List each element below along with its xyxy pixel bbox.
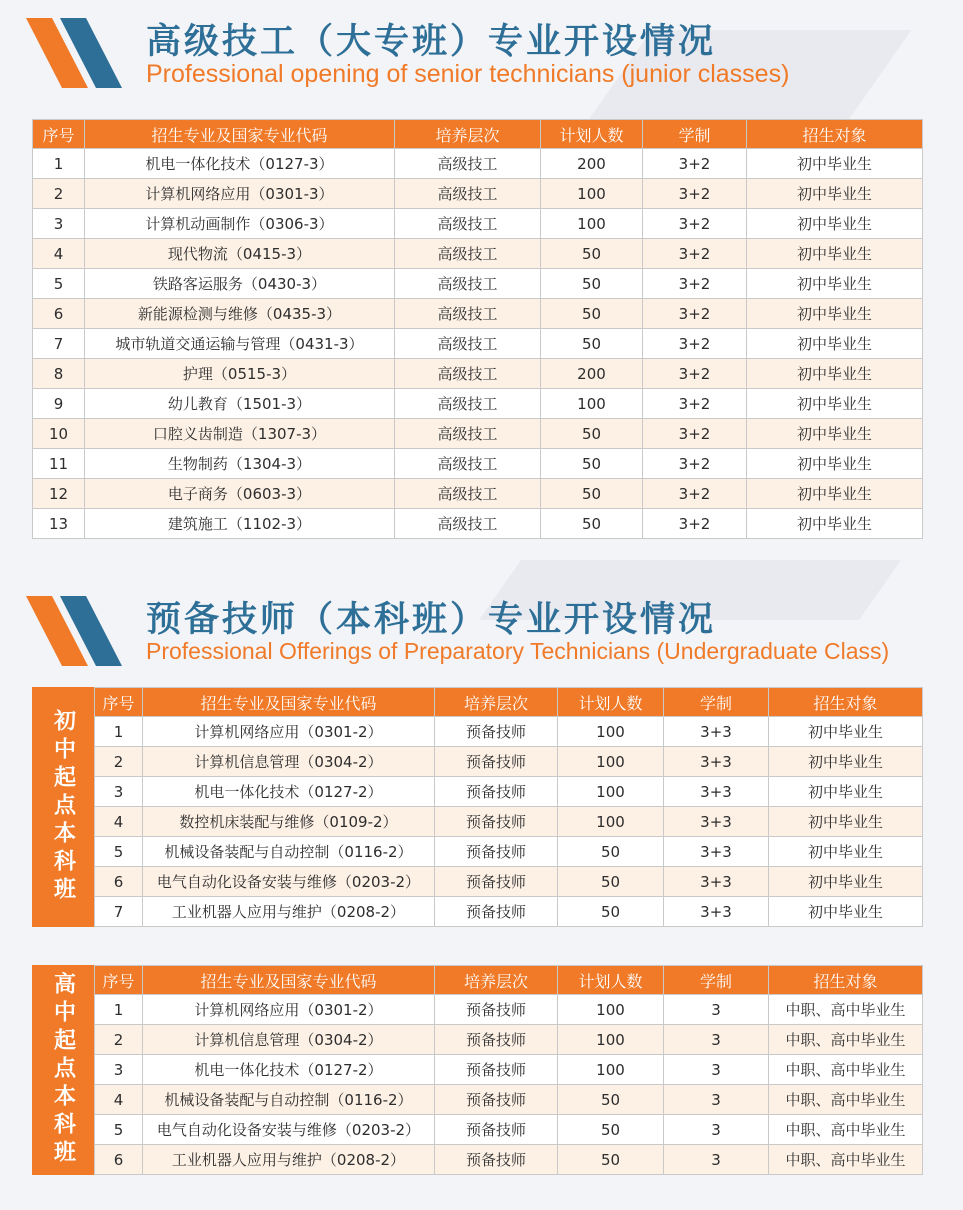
target-cell: 初中毕业生 bbox=[769, 867, 923, 897]
level-cell: 高级技工 bbox=[395, 209, 541, 239]
table-row bbox=[95, 747, 923, 777]
quota-cell: 50 bbox=[558, 867, 664, 897]
target-cell: 初中毕业生 bbox=[747, 239, 923, 269]
duration-cell: 3+2 bbox=[643, 449, 747, 479]
table-row bbox=[95, 1145, 923, 1175]
level-cell: 高级技工 bbox=[395, 239, 541, 269]
quota-cell: 100 bbox=[541, 209, 643, 239]
level-cell: 预备技师 bbox=[435, 1055, 558, 1085]
table-header-row bbox=[33, 120, 923, 149]
duration-cell: 3 bbox=[664, 1085, 769, 1115]
target-cell: 初中毕业生 bbox=[747, 389, 923, 419]
seq-cell: 3 bbox=[95, 777, 143, 807]
quota-cell: 50 bbox=[558, 1145, 664, 1175]
level-cell: 高级技工 bbox=[395, 509, 541, 539]
duration-cell: 3 bbox=[664, 1115, 769, 1145]
quota-cell: 100 bbox=[558, 747, 664, 777]
major-cell: 口腔义齿制造（1307-3） bbox=[85, 419, 395, 449]
section-title-cn: 高级技工（大专班）专业开设情况 bbox=[146, 22, 717, 62]
table-header-row bbox=[95, 688, 923, 717]
section-title-cn: 预备技师（本科班）专业开设情况 bbox=[146, 600, 717, 640]
target-cell: 初中毕业生 bbox=[747, 149, 923, 179]
major-cell: 工业机器人应用与维护（0208-2） bbox=[143, 1145, 435, 1175]
seq-cell: 4 bbox=[33, 239, 85, 269]
table-row bbox=[95, 807, 923, 837]
seq-cell: 3 bbox=[95, 1055, 143, 1085]
table-row bbox=[95, 867, 923, 897]
level-cell: 预备技师 bbox=[435, 995, 558, 1025]
seq-cell: 2 bbox=[33, 179, 85, 209]
target-cell: 中职、高中毕业生 bbox=[769, 995, 923, 1025]
table-row bbox=[33, 359, 923, 389]
level-cell: 预备技师 bbox=[435, 837, 558, 867]
seq-cell: 9 bbox=[33, 389, 85, 419]
target-cell: 初中毕业生 bbox=[747, 329, 923, 359]
major-cell: 计算机网络应用（0301-2） bbox=[143, 717, 435, 747]
group-side-label: 高中起点本科班 bbox=[32, 965, 94, 1175]
target-cell: 初中毕业生 bbox=[769, 717, 923, 747]
seq-cell: 2 bbox=[95, 747, 143, 777]
table-row bbox=[95, 1085, 923, 1115]
senior-technicians-table bbox=[32, 119, 923, 539]
major-cell: 护理（0515-3） bbox=[85, 359, 395, 389]
major-cell: 工业机器人应用与维护（0208-2） bbox=[143, 897, 435, 927]
table-row bbox=[95, 1025, 923, 1055]
seq-cell: 1 bbox=[95, 995, 143, 1025]
major-cell: 现代物流（0415-3） bbox=[85, 239, 395, 269]
target-cell: 中职、高中毕业生 bbox=[769, 1055, 923, 1085]
seq-cell: 6 bbox=[33, 299, 85, 329]
seq-cell: 7 bbox=[33, 329, 85, 359]
target-cell: 初中毕业生 bbox=[769, 837, 923, 867]
seq-cell: 3 bbox=[33, 209, 85, 239]
table-row bbox=[33, 479, 923, 509]
column-header: 招生对象 bbox=[747, 120, 923, 149]
seq-cell: 1 bbox=[95, 717, 143, 747]
quota-cell: 50 bbox=[558, 1115, 664, 1145]
duration-cell: 3+2 bbox=[643, 509, 747, 539]
senior-start-undergraduate-table bbox=[94, 965, 923, 1175]
major-cell: 机械设备装配与自动控制（0116-2） bbox=[143, 837, 435, 867]
major-cell: 电气自动化设备安装与维修（0203-2） bbox=[143, 1115, 435, 1145]
column-header: 学制 bbox=[643, 120, 747, 149]
major-cell: 机电一体化技术（0127-2） bbox=[143, 1055, 435, 1085]
major-cell: 计算机网络应用（0301-3） bbox=[85, 179, 395, 209]
table-row bbox=[33, 269, 923, 299]
duration-cell: 3+2 bbox=[643, 179, 747, 209]
level-cell: 高级技工 bbox=[395, 179, 541, 209]
target-cell: 初中毕业生 bbox=[769, 807, 923, 837]
section-title-en: Professional Offerings of Preparatory Technicians (Undergraduate Class) bbox=[146, 638, 890, 664]
level-cell: 预备技师 bbox=[435, 1115, 558, 1145]
major-cell: 新能源检测与维修（0435-3） bbox=[85, 299, 395, 329]
table-row bbox=[33, 449, 923, 479]
target-cell: 中职、高中毕业生 bbox=[769, 1085, 923, 1115]
level-cell: 高级技工 bbox=[395, 389, 541, 419]
target-cell: 初中毕业生 bbox=[747, 299, 923, 329]
quota-cell: 50 bbox=[541, 329, 643, 359]
quota-cell: 100 bbox=[558, 1025, 664, 1055]
target-cell: 中职、高中毕业生 bbox=[769, 1025, 923, 1055]
duration-cell: 3+2 bbox=[643, 479, 747, 509]
quota-cell: 50 bbox=[541, 479, 643, 509]
major-cell: 计算机网络应用（0301-2） bbox=[143, 995, 435, 1025]
column-header: 培养层次 bbox=[395, 120, 541, 149]
duration-cell: 3+3 bbox=[664, 897, 769, 927]
level-cell: 高级技工 bbox=[395, 299, 541, 329]
major-cell: 电气自动化设备安装与维修（0203-2） bbox=[143, 867, 435, 897]
quota-cell: 50 bbox=[541, 419, 643, 449]
major-cell: 机电一体化技术（0127-3） bbox=[85, 149, 395, 179]
section-header bbox=[0, 578, 963, 678]
duration-cell: 3+3 bbox=[664, 867, 769, 897]
table-row bbox=[33, 389, 923, 419]
major-cell: 建筑施工（1102-3） bbox=[85, 509, 395, 539]
column-header: 计划人数 bbox=[558, 688, 664, 717]
table-row bbox=[33, 419, 923, 449]
duration-cell: 3+2 bbox=[643, 359, 747, 389]
table-row bbox=[33, 239, 923, 269]
seq-cell: 1 bbox=[33, 149, 85, 179]
quota-cell: 100 bbox=[558, 777, 664, 807]
section-title-en: Professional opening of senior technicians (junior classes) bbox=[146, 60, 790, 88]
table-row bbox=[95, 777, 923, 807]
column-header: 招生对象 bbox=[769, 688, 923, 717]
table-row bbox=[95, 1055, 923, 1085]
target-cell: 初中毕业生 bbox=[769, 897, 923, 927]
seq-cell: 7 bbox=[95, 897, 143, 927]
column-header: 序号 bbox=[95, 688, 143, 717]
column-header: 招生专业及国家专业代码 bbox=[85, 120, 395, 149]
major-cell: 生物制药（1304-3） bbox=[85, 449, 395, 479]
major-cell: 电子商务（0603-3） bbox=[85, 479, 395, 509]
table-row bbox=[33, 149, 923, 179]
seq-cell: 6 bbox=[95, 1145, 143, 1175]
level-cell: 高级技工 bbox=[395, 419, 541, 449]
quota-cell: 50 bbox=[541, 239, 643, 269]
table-row bbox=[95, 837, 923, 867]
table-row bbox=[33, 329, 923, 359]
seq-cell: 12 bbox=[33, 479, 85, 509]
quota-cell: 200 bbox=[541, 149, 643, 179]
table-row bbox=[95, 897, 923, 927]
quota-cell: 100 bbox=[558, 717, 664, 747]
quota-cell: 100 bbox=[558, 807, 664, 837]
major-cell: 城市轨道交通运输与管理（0431-3） bbox=[85, 329, 395, 359]
column-header: 招生专业及国家专业代码 bbox=[143, 966, 435, 995]
section-header bbox=[0, 0, 963, 100]
target-cell: 初中毕业生 bbox=[747, 419, 923, 449]
column-header: 培养层次 bbox=[435, 688, 558, 717]
duration-cell: 3+2 bbox=[643, 299, 747, 329]
stripes-logo-icon bbox=[26, 596, 136, 666]
duration-cell: 3+2 bbox=[643, 239, 747, 269]
group-side-label: 初中起点本科班 bbox=[32, 687, 94, 927]
level-cell: 预备技师 bbox=[435, 867, 558, 897]
table-row bbox=[33, 179, 923, 209]
column-header: 学制 bbox=[664, 688, 769, 717]
duration-cell: 3+3 bbox=[664, 807, 769, 837]
seq-cell: 6 bbox=[95, 867, 143, 897]
target-cell: 初中毕业生 bbox=[747, 269, 923, 299]
duration-cell: 3+2 bbox=[643, 389, 747, 419]
quota-cell: 100 bbox=[558, 1055, 664, 1085]
duration-cell: 3+2 bbox=[643, 419, 747, 449]
section-senior-technicians bbox=[0, 0, 963, 100]
column-header: 培养层次 bbox=[435, 966, 558, 995]
table-row bbox=[95, 717, 923, 747]
duration-cell: 3 bbox=[664, 1145, 769, 1175]
major-cell: 机电一体化技术（0127-2） bbox=[143, 777, 435, 807]
duration-cell: 3+3 bbox=[664, 717, 769, 747]
level-cell: 预备技师 bbox=[435, 717, 558, 747]
target-cell: 中职、高中毕业生 bbox=[769, 1145, 923, 1175]
table-row bbox=[95, 995, 923, 1025]
quota-cell: 50 bbox=[558, 1085, 664, 1115]
stripes-logo-icon bbox=[26, 18, 136, 88]
quota-cell: 100 bbox=[541, 179, 643, 209]
level-cell: 预备技师 bbox=[435, 1145, 558, 1175]
level-cell: 高级技工 bbox=[395, 329, 541, 359]
column-header: 招生对象 bbox=[769, 966, 923, 995]
column-header: 计划人数 bbox=[558, 966, 664, 995]
seq-cell: 4 bbox=[95, 807, 143, 837]
duration-cell: 3+3 bbox=[664, 747, 769, 777]
quota-cell: 50 bbox=[541, 449, 643, 479]
seq-cell: 11 bbox=[33, 449, 85, 479]
target-cell: 初中毕业生 bbox=[747, 359, 923, 389]
seq-cell: 10 bbox=[33, 419, 85, 449]
quota-cell: 100 bbox=[558, 995, 664, 1025]
target-cell: 初中毕业生 bbox=[747, 209, 923, 239]
section-preparatory-technicians bbox=[0, 578, 963, 678]
target-cell: 初中毕业生 bbox=[747, 449, 923, 479]
table-row bbox=[33, 509, 923, 539]
seq-cell: 5 bbox=[95, 837, 143, 867]
column-header: 计划人数 bbox=[541, 120, 643, 149]
level-cell: 高级技工 bbox=[395, 149, 541, 179]
duration-cell: 3 bbox=[664, 995, 769, 1025]
quota-cell: 50 bbox=[541, 509, 643, 539]
table-header-row bbox=[95, 966, 923, 995]
duration-cell: 3+3 bbox=[664, 837, 769, 867]
duration-cell: 3+2 bbox=[643, 149, 747, 179]
major-cell: 机械设备装配与自动控制（0116-2） bbox=[143, 1085, 435, 1115]
duration-cell: 3+3 bbox=[664, 777, 769, 807]
quota-cell: 50 bbox=[541, 269, 643, 299]
seq-cell: 5 bbox=[95, 1115, 143, 1145]
level-cell: 高级技工 bbox=[395, 269, 541, 299]
seq-cell: 4 bbox=[95, 1085, 143, 1115]
table-row bbox=[33, 299, 923, 329]
seq-cell: 5 bbox=[33, 269, 85, 299]
level-cell: 高级技工 bbox=[395, 359, 541, 389]
level-cell: 预备技师 bbox=[435, 1025, 558, 1055]
quota-cell: 100 bbox=[541, 389, 643, 419]
duration-cell: 3+2 bbox=[643, 269, 747, 299]
quota-cell: 50 bbox=[558, 837, 664, 867]
seq-cell: 8 bbox=[33, 359, 85, 389]
quota-cell: 200 bbox=[541, 359, 643, 389]
column-header: 学制 bbox=[664, 966, 769, 995]
column-header: 序号 bbox=[95, 966, 143, 995]
target-cell: 初中毕业生 bbox=[769, 777, 923, 807]
level-cell: 预备技师 bbox=[435, 1085, 558, 1115]
major-cell: 幼儿教育（1501-3） bbox=[85, 389, 395, 419]
major-cell: 数控机床装配与维修（0109-2） bbox=[143, 807, 435, 837]
duration-cell: 3 bbox=[664, 1025, 769, 1055]
junior-start-undergraduate-table bbox=[94, 687, 923, 927]
major-cell: 铁路客运服务（0430-3） bbox=[85, 269, 395, 299]
duration-cell: 3+2 bbox=[643, 209, 747, 239]
level-cell: 预备技师 bbox=[435, 897, 558, 927]
duration-cell: 3 bbox=[664, 1055, 769, 1085]
seq-cell: 2 bbox=[95, 1025, 143, 1055]
major-cell: 计算机动画制作（0306-3） bbox=[85, 209, 395, 239]
column-header: 序号 bbox=[33, 120, 85, 149]
major-cell: 计算机信息管理（0304-2） bbox=[143, 747, 435, 777]
table-row bbox=[95, 1115, 923, 1145]
level-cell: 预备技师 bbox=[435, 807, 558, 837]
quota-cell: 50 bbox=[541, 299, 643, 329]
target-cell: 中职、高中毕业生 bbox=[769, 1115, 923, 1145]
column-header: 招生专业及国家专业代码 bbox=[143, 688, 435, 717]
level-cell: 预备技师 bbox=[435, 777, 558, 807]
target-cell: 初中毕业生 bbox=[769, 747, 923, 777]
level-cell: 高级技工 bbox=[395, 479, 541, 509]
level-cell: 预备技师 bbox=[435, 747, 558, 777]
target-cell: 初中毕业生 bbox=[747, 479, 923, 509]
major-cell: 计算机信息管理（0304-2） bbox=[143, 1025, 435, 1055]
quota-cell: 50 bbox=[558, 897, 664, 927]
duration-cell: 3+2 bbox=[643, 329, 747, 359]
target-cell: 初中毕业生 bbox=[747, 509, 923, 539]
level-cell: 高级技工 bbox=[395, 449, 541, 479]
seq-cell: 13 bbox=[33, 509, 85, 539]
target-cell: 初中毕业生 bbox=[747, 179, 923, 209]
table-row bbox=[33, 209, 923, 239]
